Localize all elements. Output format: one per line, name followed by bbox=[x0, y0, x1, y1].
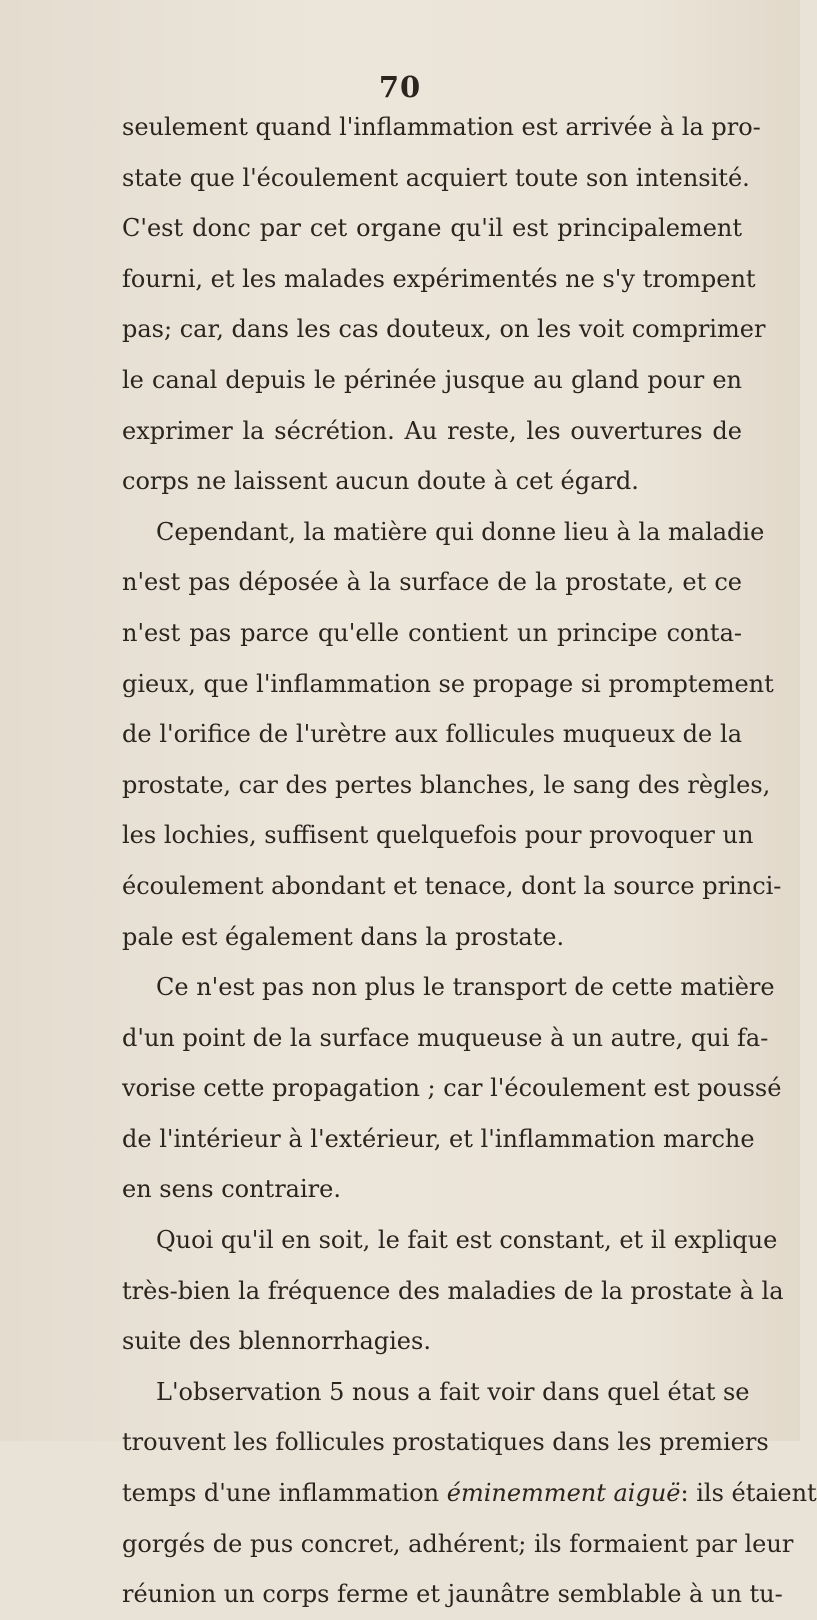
text-line: de l'intérieur à l'extérieur, et l'inflammation marche bbox=[122, 1124, 755, 1153]
text-line: corps ne laissent aucun doute à cet égard. bbox=[122, 467, 639, 496]
text-line: pas; car, dans les cas douteux, on les voit comprimer bbox=[122, 315, 766, 344]
paragraph-5 bbox=[122, 1367, 817, 1620]
text-line: C'est donc par cet organe qu'il est principalement bbox=[122, 214, 742, 243]
text-segment: : ils étaient bbox=[680, 1479, 817, 1508]
text-line: exprimer la sécrétion. Au reste, les ouvertures de bbox=[122, 416, 742, 445]
text-line: fourni, et les malades expérimentés ne s'y trompent bbox=[122, 264, 756, 293]
paragraph-4 bbox=[122, 1215, 784, 1367]
page-number: 70 bbox=[378, 70, 422, 104]
text-line: Quoi qu'il en soit, le fait est constant, et il explique bbox=[156, 1226, 778, 1255]
paragraph-2 bbox=[122, 507, 782, 962]
text-line: n'est pas parce qu'elle contient un principe conta- bbox=[122, 618, 742, 647]
text-line: seulement quand l'inflammation est arrivée à la pro- bbox=[122, 113, 761, 141]
text-line: Ce n'est pas non plus le transport de cette matière bbox=[156, 973, 775, 1002]
text-line: de l'orifice de l'urètre aux follicules muqueux de la bbox=[122, 720, 742, 749]
text-segment: temps d'une inflammation bbox=[122, 1479, 447, 1508]
text-line: gorgés de pus concret, adhérent; ils formaient par leur bbox=[122, 1529, 794, 1558]
text-line: suite des blennorrhagies. bbox=[122, 1327, 431, 1356]
text-line: écoulement abondant et tenace, dont la source princi- bbox=[122, 871, 782, 900]
paragraph-1 bbox=[122, 102, 766, 507]
text-line: n'est pas déposée à la surface de la prostate, et ce bbox=[122, 568, 742, 597]
text-line: le canal depuis le périnée jusque au gland pour en bbox=[122, 365, 742, 394]
text-line: d'un point de la surface muqueuse à un autre, qui fa- bbox=[122, 1023, 769, 1052]
text-line: gieux, que l'inflammation se propage si promptement bbox=[122, 669, 774, 698]
paragraph-3 bbox=[122, 962, 782, 1215]
text-line: très-bien la fréquence des maladies de la prostate à la bbox=[122, 1276, 784, 1305]
text-line: state que l'écoulement acquiert toute son intensité. bbox=[122, 163, 750, 192]
text-line: réunion un corps ferme et jaunâtre semblable à un tu- bbox=[122, 1580, 783, 1609]
text-line: en sens contraire. bbox=[122, 1175, 341, 1204]
text-line: L'observation 5 nous a fait voir dans quel état se bbox=[156, 1377, 750, 1406]
italic-phrase: éminemment aiguë bbox=[446, 1479, 681, 1508]
text-line: les lochies, suffisent quelquefois pour provoquer un bbox=[122, 821, 754, 850]
text-line: trouvent les follicules prostatiques dans les premiers bbox=[122, 1428, 769, 1457]
text-line: pale est également dans la prostate. bbox=[122, 922, 565, 951]
text-line-mixed bbox=[122, 1468, 817, 1519]
text-line: Cependant, la matière qui donne lieu à la maladie bbox=[156, 517, 765, 546]
text-line: prostate, car des pertes blanches, le sang des règles, bbox=[122, 770, 771, 799]
text-line: vorise cette propagation ; car l'écoulement est poussé bbox=[122, 1074, 782, 1103]
body-text bbox=[122, 102, 817, 1620]
